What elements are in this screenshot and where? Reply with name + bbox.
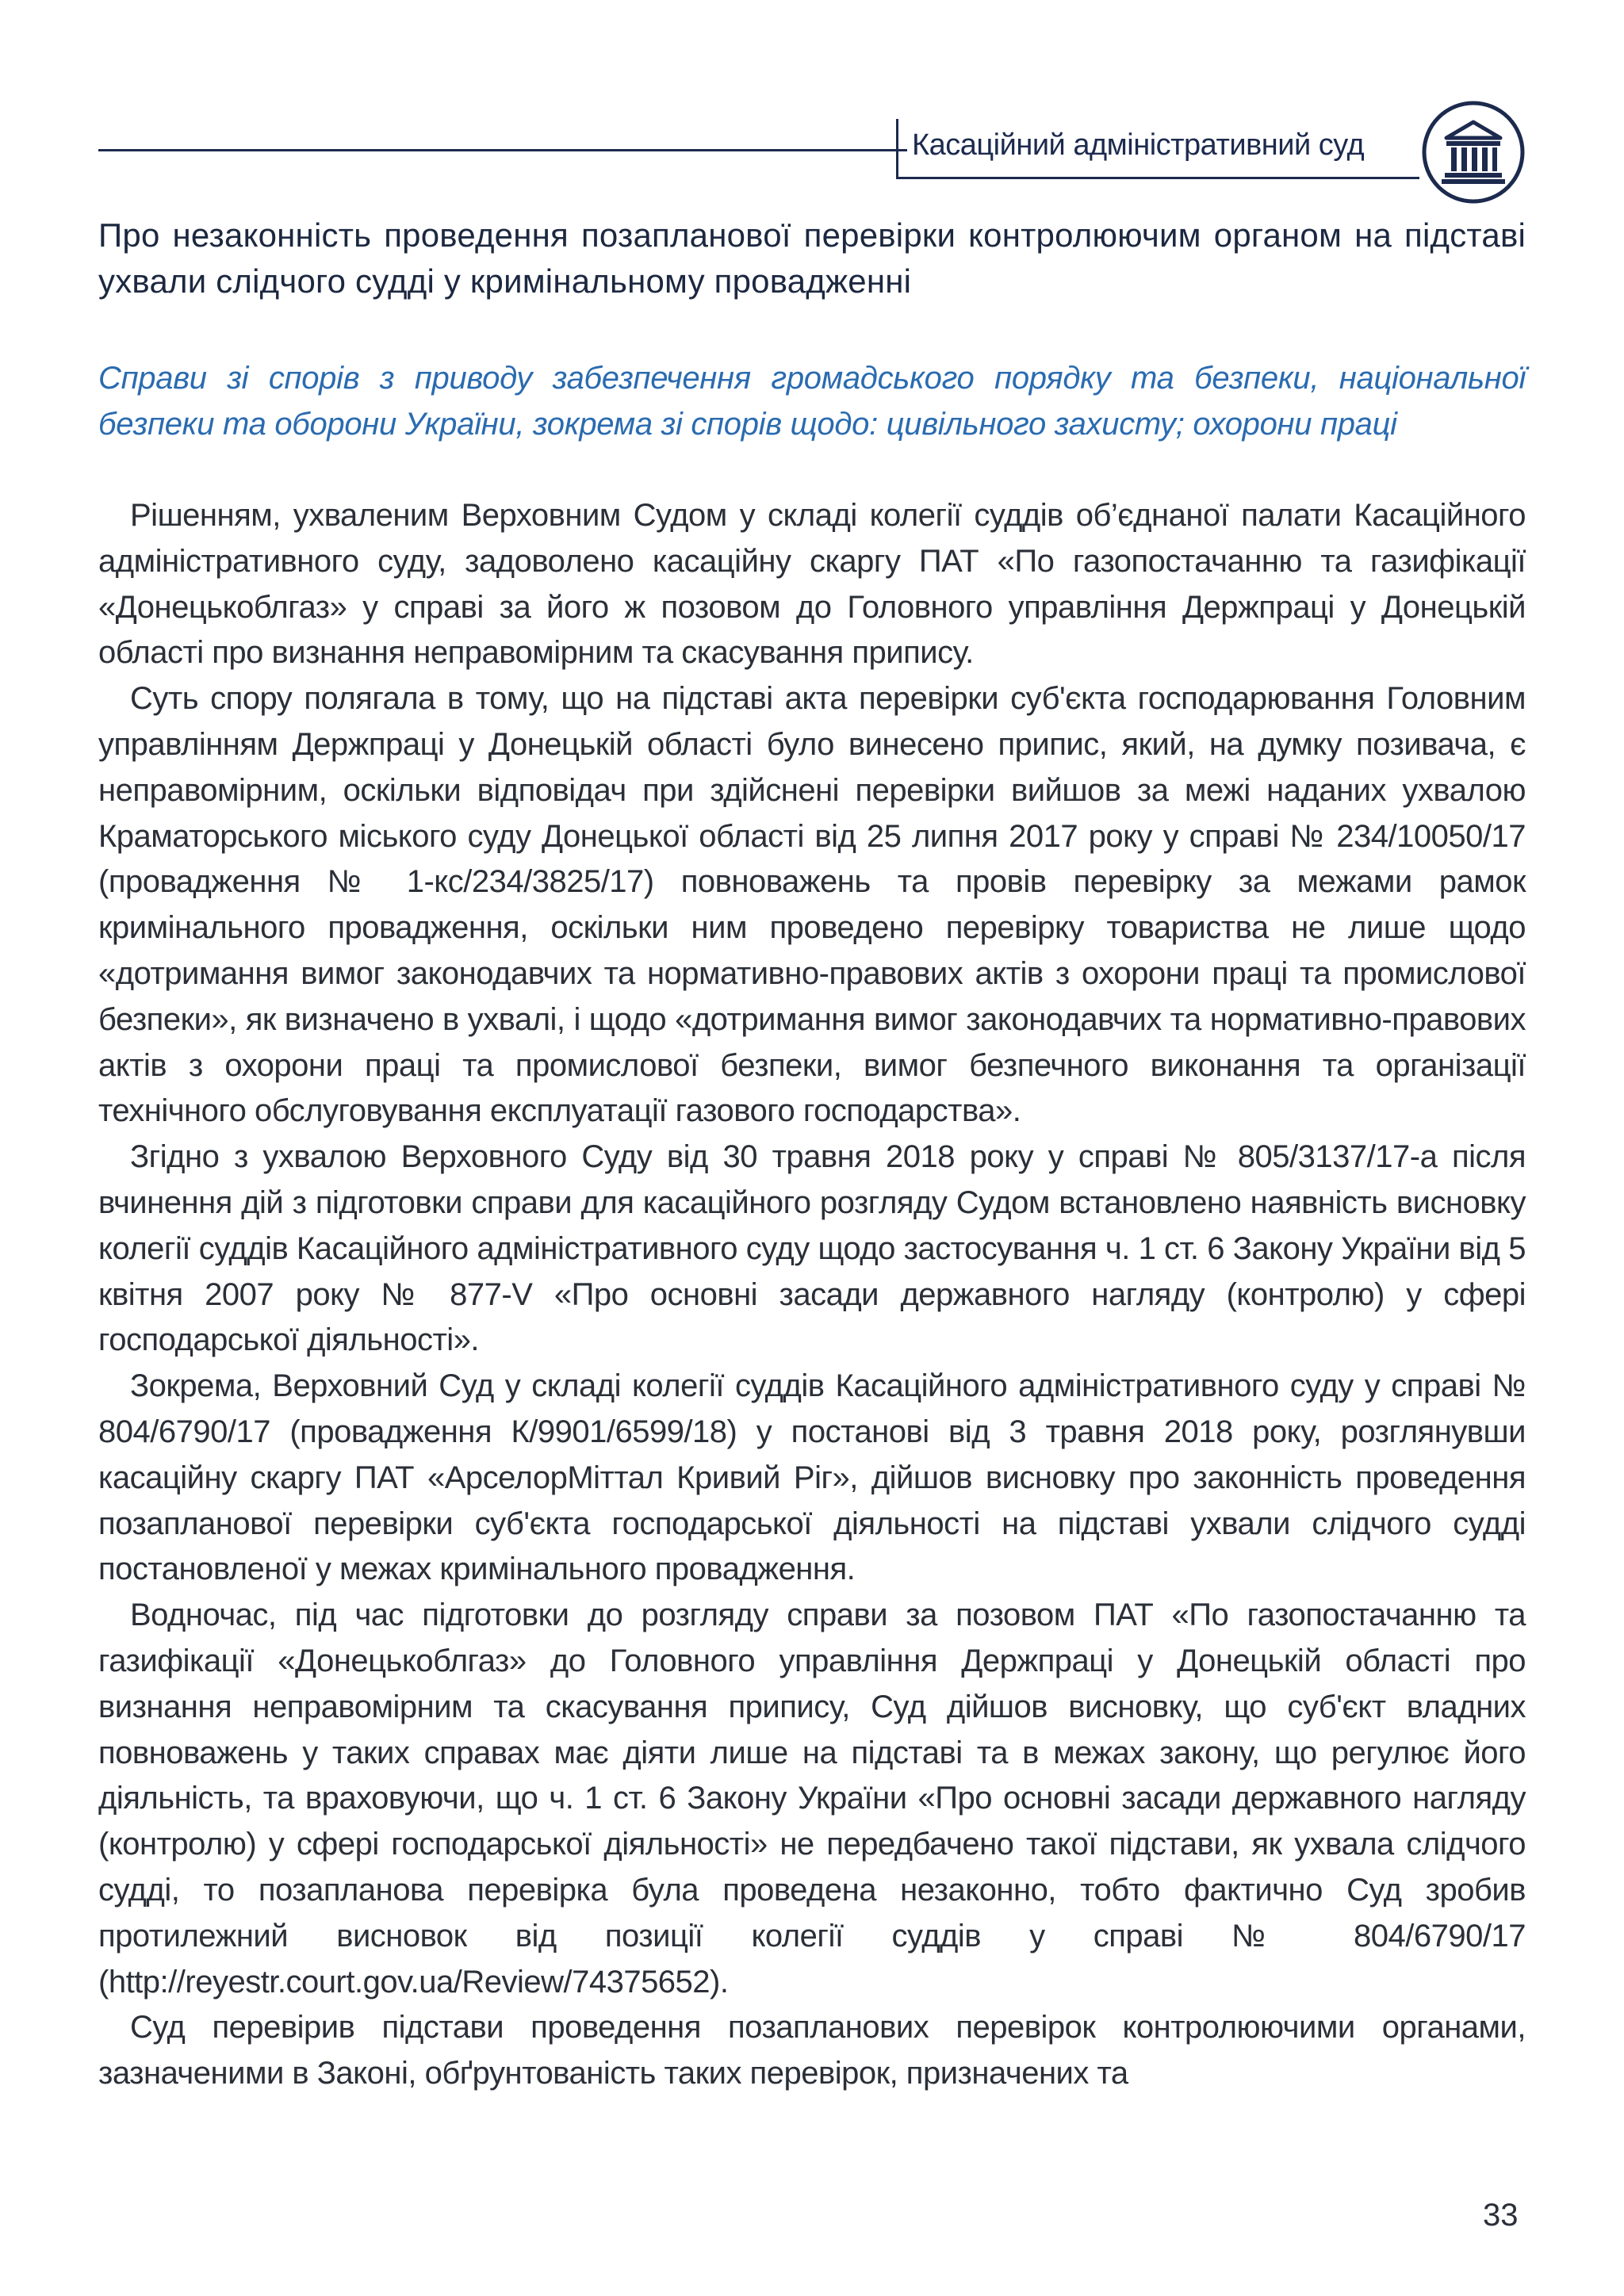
paragraph: Рішенням, ухваленим Верховним Судом у складі колегії суддів об’єднаної палати Касаційного адміністративного суду, задоволено касаційну скаргу ПАТ «По газопостачанню та газифікації «Донецькоблгаз» у справі за його ж позовом до Головного управління Держпраці у Донецькій області про визнання неправомірним та скасування припису. bbox=[98, 498, 1526, 671]
article-title: Про незаконність проведення позапланової перевірки контролюючим органом на підставі ухвали слідчого судді у кримінальному провадженні bbox=[98, 216, 1526, 300]
paragraph: Суть спору полягала в тому, що на підставі акта перевірки суб'єкта господарювання Головним управлінням Держпраці у Донецькій області було винесено припис, який, на думку позивача, є неправомірним, оскільки відповідач при здійснені перевірки вийшов за межі наданих ухвалою Краматорського міського суду Донецької області від 25 липня 2017 року у справі № 234/10050/17 (провадження № 1-кс/234/3825/17) повноважень та провів перевірку за межами рамок кримінального провадження, оскільки ним проведено перевірку товариства не лише щодо «дотримання вимог законодавчих та нормативно-правових актів з охорони праці та промислової безпеки», як визначено в ухвалі, і щодо «дотримання вимог законодавчих та нормативно-правових актів з охорони праці та промислової безпеки, вимог безпечного виконання та організації технічного обслуговування експлуатації газового господарства». bbox=[98, 681, 1526, 1129]
paragraph: Згідно з ухвалою Верховного Суду від 30 травня 2018 року у справі № 805/3137/17-а після вчинення дій з підготовки справи для касаційного розгляду Судом встановлено наявність висновку колегії суддів Касаційного адміністративного суду щодо застосування ч. 1 ст. 6 Закону України від 5 квітня 2007 року № 877-V «Про основні засади державного нагляду (контролю) у сфері господарської діяльності». bbox=[98, 1139, 1526, 1358]
page-number: 33 bbox=[1483, 2198, 1519, 2233]
category-subtitle: Справи зі спорів з приводу забезпечення громадського порядку та безпеки, національної безпеки та оборони України, зокрема зі спорів щодо: цивільного захисту; охорони праці bbox=[98, 361, 1526, 442]
courthouse-columns-icon bbox=[1419, 98, 1527, 206]
paragraph: Суд перевірив підстави проведення позапланових перевірок контролюючими органами, зазначеними в Законі, обґрунтованість таких перевірок, призначених та bbox=[98, 2010, 1526, 2091]
paragraph: Водночас, під час підготовки до розгляду справи за позовом ПАТ «По газопостачанню та газифікації «Донецькоблгаз» до Головного управління Держпраці у Донецькій області про визнання неправомірним та скасування припису, Суд дійшов висновку, що суб'єкт владних повноважень у таких справах має діяти лише на підставі та в межах закону, що регулює його діяльність, та враховуючи, що ч. 1 ст. 6 Закону України «Про основні засади державного нагляду (контролю) у сфері господарської діяльності» не передбачено такої підстави, як ухвала слідчого судді, то позапланова перевірка була проведена незаконно, тобто фактично Суд зробив протилежний висновок від позиції колегії суддів у справі № 804/6790/17 (http://reyestr.court.gov.ua/Review/74375652). bbox=[98, 1598, 1526, 1999]
paragraph: Зокрема, Верховний Суд у складі колегії суддів Касаційного адміністративного суду у справі № 804/6790/17 (провадження К/9901/6599/18) у постанові від 3 травня 2018 року, розглянувши касаційну скаргу ПАТ «АрселорМіттал Кривий Ріг», дійшов висновку про законність проведення позапланової перевірки суб'єкта господарської діяльності на підставі ухвали слідчого судді постановленої у межах кримінального провадження. bbox=[98, 1368, 1526, 1587]
header-rule bbox=[98, 149, 907, 151]
court-name: Касаційний адміністративний суд bbox=[912, 128, 1365, 162]
article-body bbox=[98, 493, 1526, 2097]
